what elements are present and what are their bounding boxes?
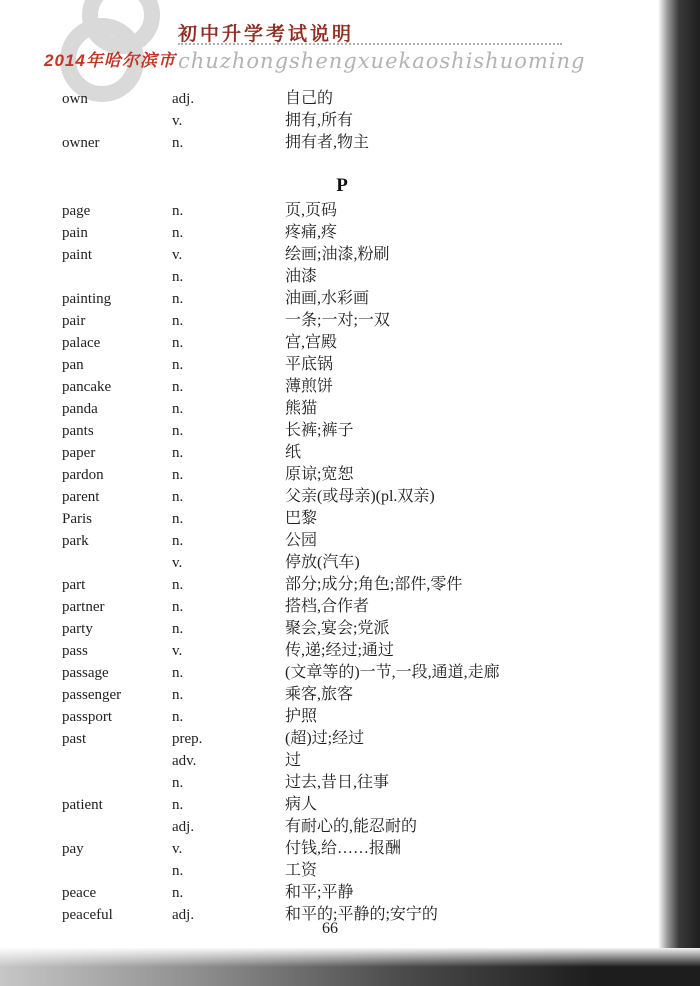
vocab-word: panda (62, 401, 98, 417)
vocab-meaning: 油漆 (285, 268, 318, 285)
vocab-meaning: 付钱,给……报酬 (285, 840, 402, 857)
vocab-meaning: 和平;平静 (285, 884, 354, 901)
vocab-row (62, 200, 622, 222)
vocab-row (62, 684, 622, 706)
vocab-pos: n. (172, 445, 184, 461)
vocab-row (62, 288, 622, 310)
vocab-pos: prep. (172, 731, 203, 747)
vocab-row (62, 442, 622, 464)
vocab-pos: n. (172, 621, 184, 637)
vocab-pos: n. (172, 357, 184, 373)
vocab-pos: n. (172, 885, 184, 901)
vocab-row (62, 420, 622, 442)
vocab-meaning: 熊猫 (285, 400, 318, 417)
vocab-meaning: 工资 (285, 862, 318, 879)
vocab-meaning: 疼痛,疼 (285, 224, 338, 241)
vocab-pos: n. (172, 577, 184, 593)
vocab-row (62, 750, 622, 772)
vocab-pos: n. (172, 203, 184, 219)
vocab-meaning: (超)过;经过 (285, 730, 365, 747)
vocab-word: pain (62, 225, 88, 241)
header-dotted-rule (178, 43, 562, 45)
vocab-row (62, 706, 622, 728)
vocab-pos: n. (172, 313, 184, 329)
vocab-pos: n. (172, 665, 184, 681)
vocab-word: park (62, 533, 89, 549)
vocab-meaning: 油画,水彩画 (285, 290, 370, 307)
book-edge-shadow-right (658, 0, 700, 986)
vocab-word: passenger (62, 687, 122, 703)
vocab-pos: n. (172, 687, 184, 703)
booklet-title: 初中升学考试说明 (178, 24, 355, 45)
vocab-meaning: 拥有,所有 (285, 112, 354, 129)
vocab-word: own (62, 91, 88, 107)
vocab-pos: n. (172, 775, 184, 791)
vocab-row (62, 574, 622, 596)
vocab-row (62, 398, 622, 420)
vocab-pos: n. (172, 423, 184, 439)
vocab-row (62, 640, 622, 662)
vocab-row (62, 486, 622, 508)
vocab-word: page (62, 203, 91, 219)
vocab-meaning: 原谅;宽恕 (285, 466, 354, 483)
vocab-row (62, 882, 622, 904)
vocab-word: peaceful (62, 907, 113, 923)
vocab-meaning: 拥有者,物主 (285, 134, 370, 151)
vocab-row (62, 860, 622, 882)
vocab-pos: n. (172, 269, 184, 285)
vocab-row (62, 132, 622, 154)
vocab-meaning: 病人 (285, 796, 318, 813)
vocab-row (62, 266, 622, 288)
vocab-pos: v. (172, 113, 183, 129)
vocab-word: paint (62, 247, 92, 263)
vocab-meaning: 页,页码 (285, 202, 338, 219)
vocab-row (62, 310, 622, 332)
vocab-meaning: 有耐心的,能忍耐的 (285, 818, 418, 835)
vocab-pos: n. (172, 709, 184, 725)
vocab-pos: n. (172, 225, 184, 241)
vocab-word: patient (62, 797, 103, 813)
vocab-row (62, 728, 622, 750)
vocab-meaning: 过去,昔日,往事 (285, 774, 390, 791)
vocab-pos: n. (172, 797, 184, 813)
vocab-row (62, 464, 622, 486)
vocab-pos: n. (172, 863, 184, 879)
vocab-row (62, 222, 622, 244)
book-edge-shadow-bottom (0, 948, 700, 986)
vocab-word: pants (62, 423, 94, 439)
vocab-meaning: 停放(汽车) (285, 554, 360, 571)
vocab-row (62, 376, 622, 398)
vocab-meaning: 薄煎饼 (285, 378, 334, 395)
vocab-pos: adj. (172, 907, 195, 923)
vocab-pos: v. (172, 555, 183, 571)
vocab-meaning: 纸 (285, 444, 302, 461)
vocab-row (62, 530, 622, 552)
vocab-pos: n. (172, 335, 184, 351)
vocab-row (62, 552, 622, 574)
vocab-pos: n. (172, 379, 184, 395)
vocab-row (62, 794, 622, 816)
vocab-word: partner (62, 599, 105, 615)
vocab-meaning: 公园 (285, 532, 318, 549)
vocab-row (62, 244, 622, 266)
vocab-word: peace (62, 885, 97, 901)
vocab-meaning: 聚会,宴会;党派 (285, 620, 390, 637)
vocab-word: past (62, 731, 87, 747)
vocab-pos: n. (172, 489, 184, 505)
vocab-word: painting (62, 291, 112, 307)
vocab-word: pancake (62, 379, 112, 395)
vocab-pos: adj. (172, 91, 195, 107)
vocab-meaning: 乘客,旅客 (285, 686, 354, 703)
vocab-meaning: 父亲(或母亲)(pl.双亲) (285, 488, 435, 505)
vocab-meaning: 自己的 (285, 90, 334, 107)
vocab-pos: n. (172, 135, 184, 151)
vocab-pos: v. (172, 643, 183, 659)
vocab-row (62, 88, 622, 110)
vocab-pos: n. (172, 533, 184, 549)
vocab-table (62, 88, 622, 926)
vocab-word: paper (62, 445, 96, 461)
vocab-meaning: 传,递;经过;通过 (285, 642, 394, 659)
vocab-pos: adv. (172, 753, 197, 769)
vocab-word: pair (62, 313, 86, 329)
vocab-row (62, 508, 622, 530)
vocab-row (62, 816, 622, 838)
vocab-word: pan (62, 357, 84, 373)
vocab-pos: n. (172, 401, 184, 417)
year-city-label: 2014年哈尔滨市 (44, 51, 176, 70)
vocab-word: passport (62, 709, 112, 725)
vocab-pos: n. (172, 511, 184, 527)
vocab-row (62, 618, 622, 640)
vocab-meaning: 护照 (285, 708, 318, 725)
header-pinyin: chuzhongshengxuekaoshishuoming (178, 49, 586, 73)
vocab-word: parent (62, 489, 100, 505)
vocab-row (62, 596, 622, 618)
vocab-word: party (62, 621, 93, 637)
vocab-meaning: 长裤;裤子 (285, 422, 354, 439)
vocab-meaning: (文章等的)一节,一段,通道,走廊 (285, 664, 500, 681)
vocab-meaning: 过 (285, 752, 302, 769)
vocab-pos: n. (172, 467, 184, 483)
vocab-row (62, 110, 622, 132)
vocab-meaning: 和平的;平静的;安宁的 (285, 906, 438, 923)
vocab-pos: v. (172, 247, 183, 263)
page-number: 66 (322, 920, 338, 937)
vocab-word: pardon (62, 467, 104, 483)
vocab-word: owner (62, 135, 100, 151)
vocab-row (62, 838, 622, 860)
vocab-word: pass (62, 643, 88, 659)
vocab-word: Paris (62, 511, 92, 527)
vocab-word: passage (62, 665, 109, 681)
vocab-meaning: 一条;一对;一双 (285, 312, 390, 329)
vocab-meaning: 宫,宫殿 (285, 334, 338, 351)
section-letter: P (336, 175, 348, 196)
vocab-row (62, 662, 622, 684)
vocab-meaning: 平底锅 (285, 356, 334, 373)
vocab-word: pay (62, 841, 84, 857)
vocab-word: palace (62, 335, 101, 351)
vocab-pos: n. (172, 599, 184, 615)
vocab-meaning: 绘画;油漆,粉刷 (285, 246, 390, 263)
vocab-meaning: 巴黎 (285, 510, 318, 527)
vocab-word: part (62, 577, 86, 593)
vocab-row (62, 332, 622, 354)
vocab-row (62, 772, 622, 794)
vocab-pos: v. (172, 841, 183, 857)
vocab-meaning: 搭档,合作者 (285, 598, 370, 615)
vocab-meaning: 部分;成分;角色;部件,零件 (285, 576, 463, 593)
vocab-pos: n. (172, 291, 184, 307)
vocab-pos: adj. (172, 819, 195, 835)
vocab-row (62, 354, 622, 376)
